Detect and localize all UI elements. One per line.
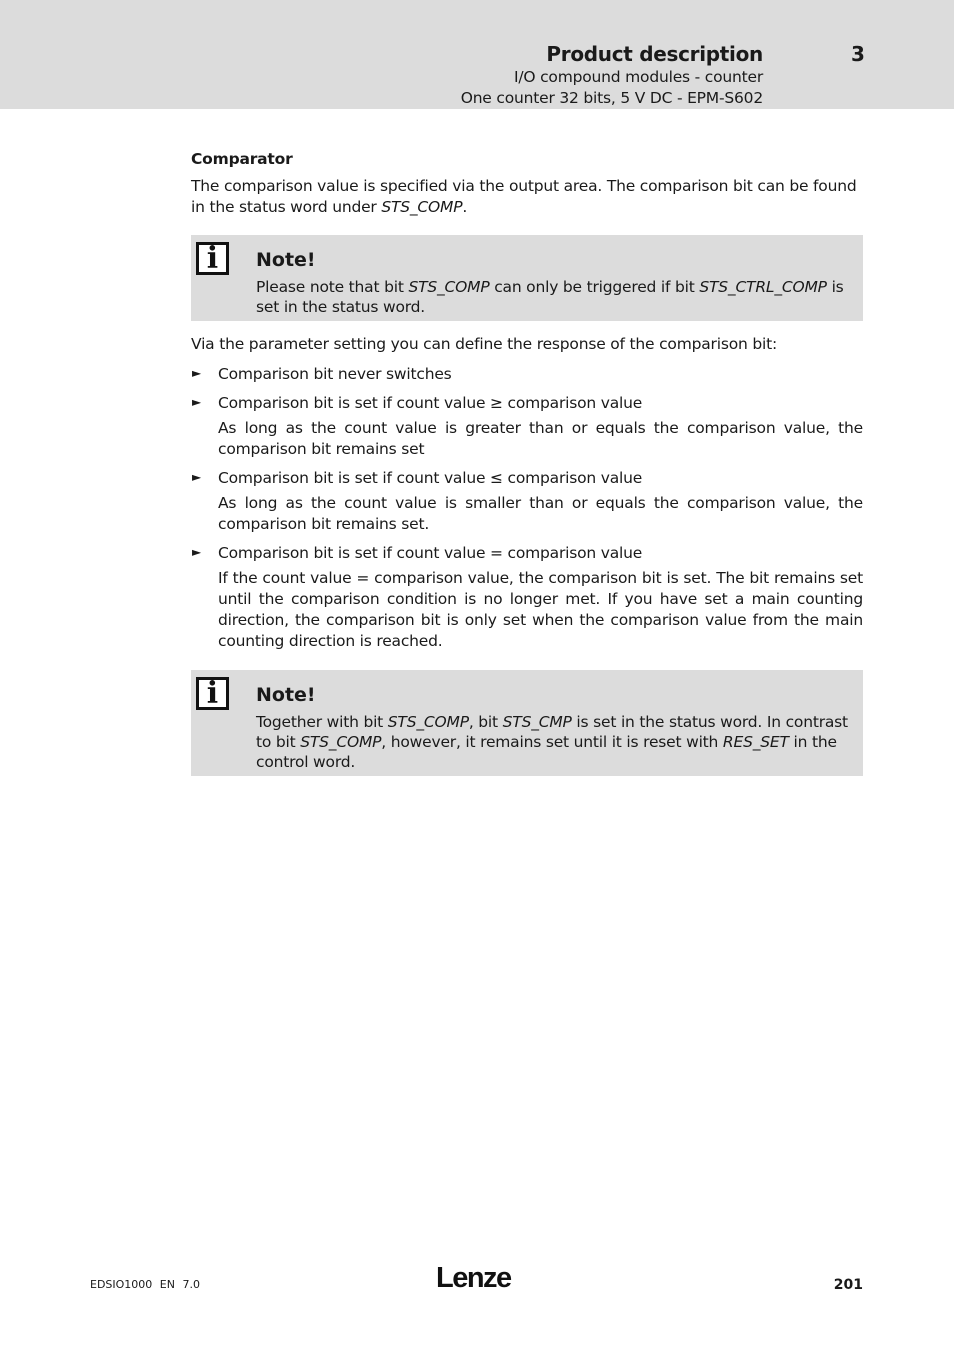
note-text <box>256 277 851 317</box>
info-icon <box>196 242 229 275</box>
note-text-part: Please note that bit <box>256 278 409 296</box>
note-emphasis: STS_COMP <box>387 713 469 731</box>
note-text-part: can only be triggered if bit <box>489 278 700 296</box>
chapter-number: 3 <box>851 42 865 66</box>
note-emphasis: RES_SET <box>722 733 789 751</box>
note-emphasis: STS_CMP <box>502 713 572 731</box>
intro-emphasis: STS_COMP <box>381 198 463 216</box>
note-emphasis: STS_COMP <box>408 278 490 296</box>
note-box-2 <box>191 670 863 776</box>
intro-paragraph <box>191 176 863 218</box>
list-item <box>191 393 863 460</box>
intro-text: The comparison value is specified via the output area. The comparison bit can be found in the status word under <box>191 177 857 216</box>
lenze-logo: Lenze <box>436 1262 511 1294</box>
lead-paragraph: Via the parameter setting you can define the response of the comparison bit: <box>191 335 777 353</box>
bullet-text: Comparison bit never switches <box>218 365 452 383</box>
note-text-part: , however, it remains set until it is reset with <box>381 733 723 751</box>
bullet-arrow-icon: ► <box>192 366 202 380</box>
list-item <box>191 468 863 535</box>
bullet-arrow-icon: ► <box>192 470 202 484</box>
header-subtitle-1: I/O compound modules - counter <box>513 68 763 86</box>
bullet-arrow-icon: ► <box>192 545 202 559</box>
bullet-text: Comparison bit is set if count value ≥ comparison value <box>218 394 643 412</box>
bullet-detail: As long as the count value is smaller than or equals the comparison value, the comparison bit remains set. <box>218 494 863 533</box>
footer-doc-id: EDSIO1000 EN 7.0 <box>90 1278 200 1291</box>
info-icon <box>196 677 229 710</box>
bullet-text: Comparison bit is set if count value = comparison value <box>218 544 643 562</box>
note-title: Note! <box>256 249 316 271</box>
info-icon-glyph: i <box>206 241 219 276</box>
list-item <box>191 364 863 385</box>
page-header <box>0 0 954 109</box>
page-number: 201 <box>833 1277 863 1293</box>
bullet-detail: As long as the count value is greater than or equals the comparison value, the comparison bit remains set <box>218 419 863 458</box>
note-emphasis: STS_COMP <box>300 733 382 751</box>
bullet-detail: If the count value = comparison value, the comparison bit is set. The bit remains set until the comparison condition is no longer met. If you have set a main counting direction, the comparison bit is only set when the comparison value from the main counting direction is reached. <box>218 569 863 650</box>
bullet-arrow-icon: ► <box>192 395 202 409</box>
header-subtitle-2: One counter 32 bits, 5 V DC - EPM-S602 <box>460 89 763 107</box>
note-text-part: , bit <box>468 713 503 731</box>
note-text <box>256 712 851 772</box>
info-icon-glyph: i <box>206 676 219 711</box>
list-item <box>191 543 863 652</box>
note-text-part: Together with bit <box>256 713 388 731</box>
note-box-1 <box>191 235 863 321</box>
note-emphasis: STS_CTRL_COMP <box>699 278 827 296</box>
note-text-part: in the control word. <box>256 733 837 771</box>
note-text-part: is set in the status word. In contrast to bit <box>256 713 848 751</box>
page-content <box>191 150 863 789</box>
intro-text-end: . <box>462 198 468 216</box>
bullet-list <box>191 364 863 652</box>
header-title: Product description <box>546 42 763 66</box>
note-text-part: is set in the status word. <box>256 278 844 316</box>
note-title: Note! <box>256 684 316 706</box>
section-heading: Comparator <box>191 150 293 168</box>
bullet-text: Comparison bit is set if count value ≤ comparison value <box>218 469 643 487</box>
